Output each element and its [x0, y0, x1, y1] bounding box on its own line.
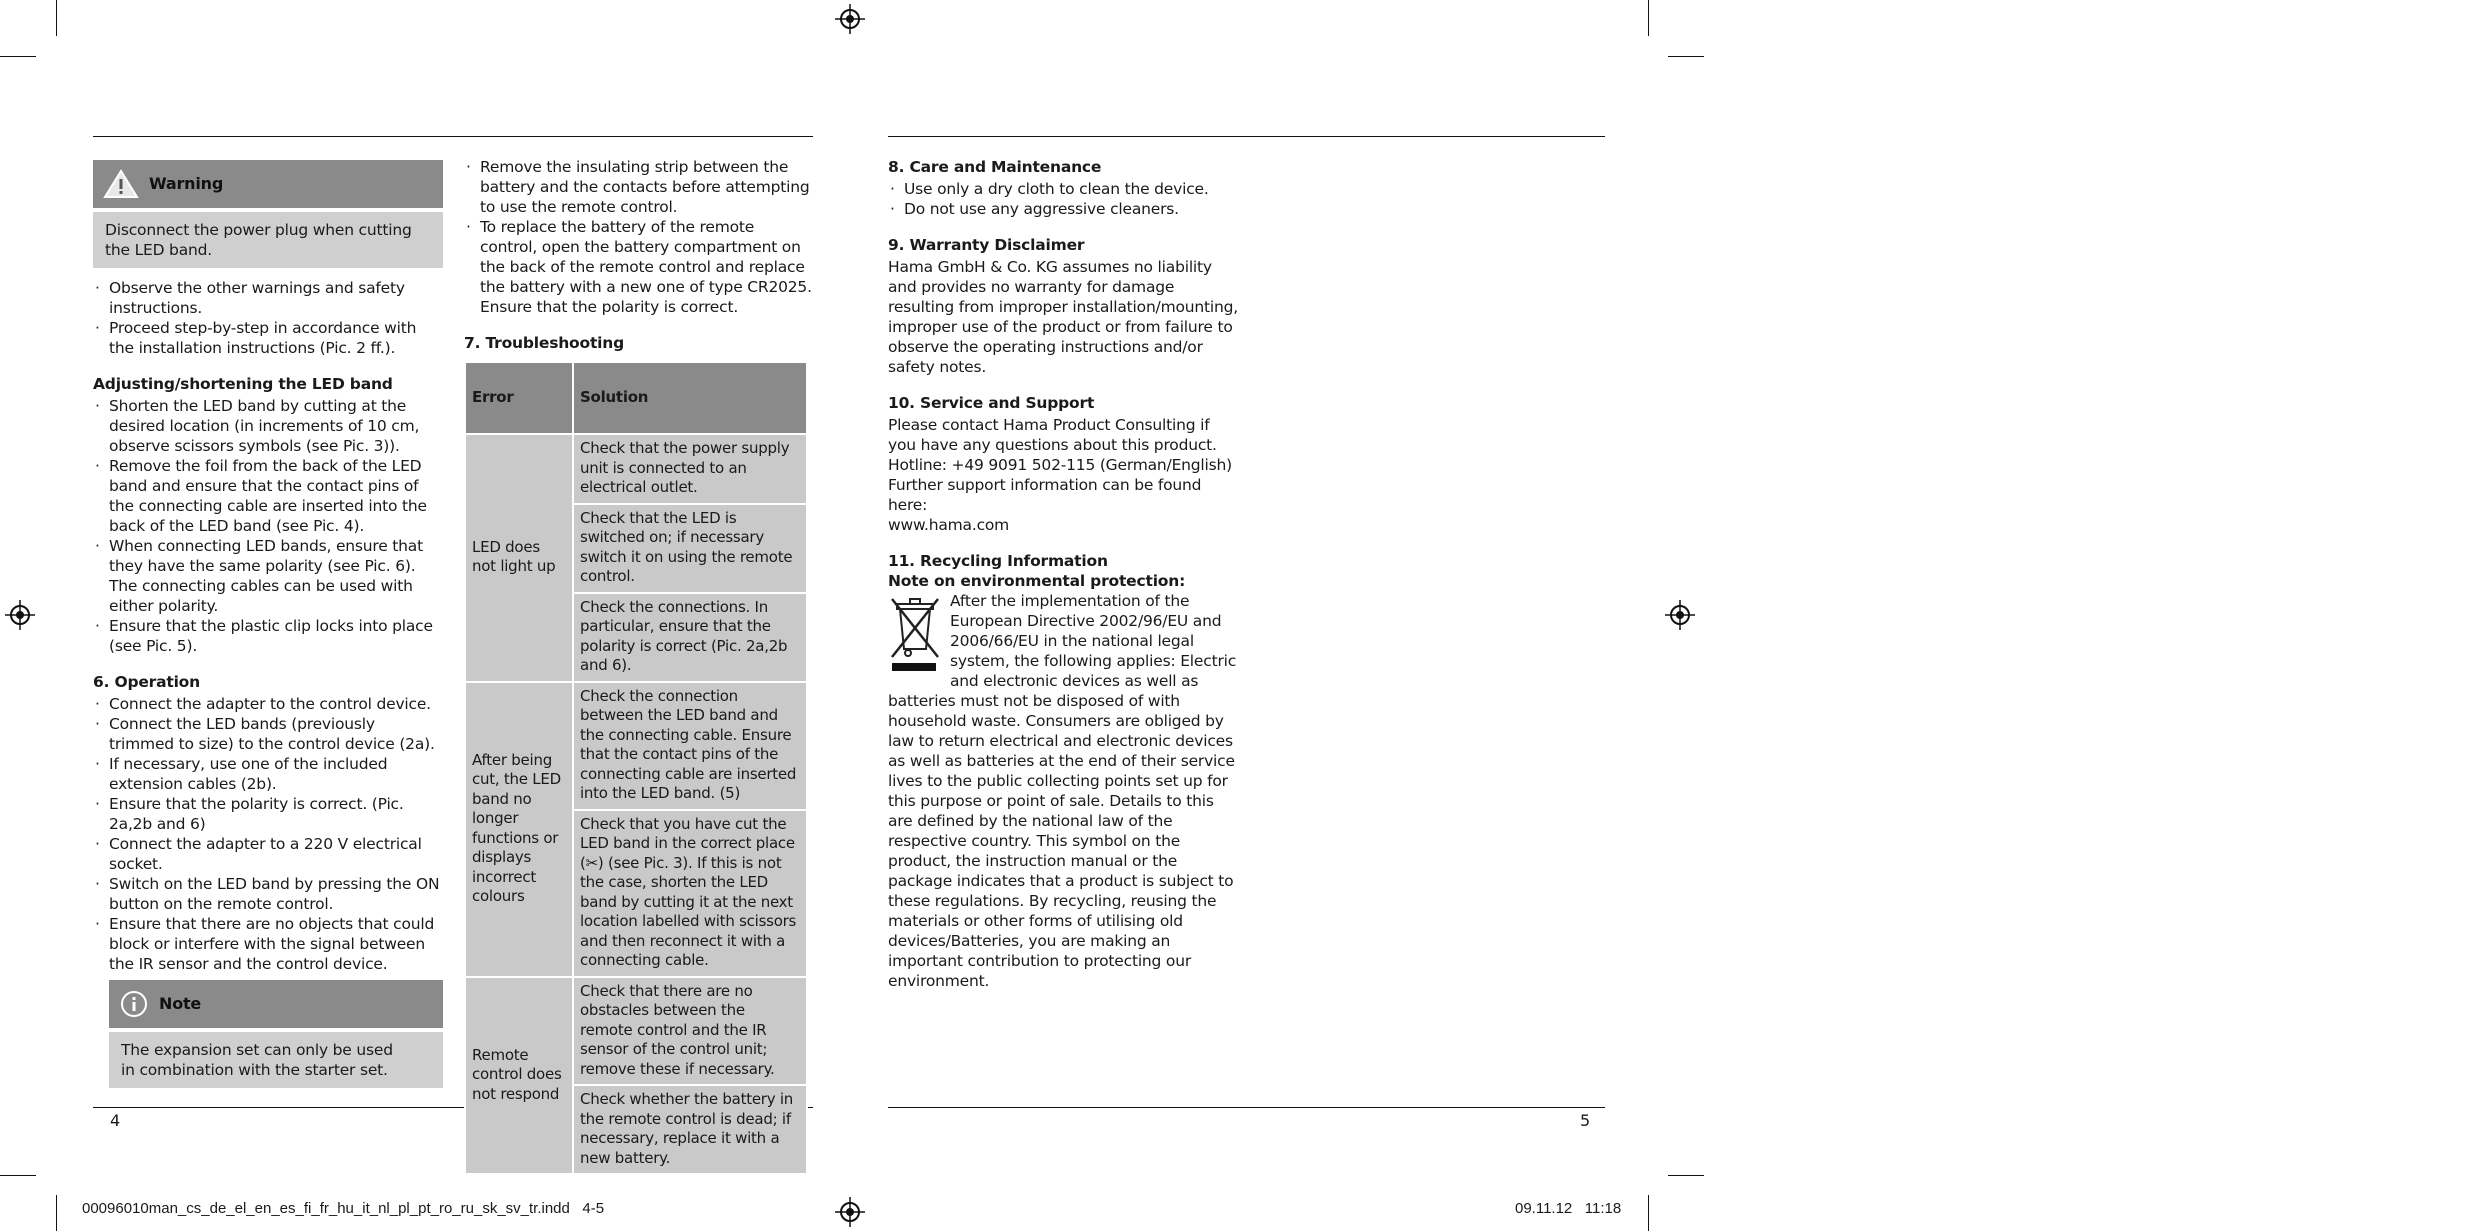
- crop-mark: [56, 1195, 57, 1231]
- error-cell: Remote control does not respond: [465, 977, 573, 1175]
- registration-mark-icon: [1664, 599, 1696, 631]
- list-item: · Use only a dry cloth to clean the device.: [888, 179, 1238, 199]
- footer-filename: 00096010man_cs_de_el_en_es_fi_fr_hu_it_nl_pl_pt_ro_ru_sk_sv_tr.indd 4-5: [82, 1200, 605, 1217]
- footer-date: 09.11.12 11:18: [1515, 1200, 1622, 1217]
- list-item: · To replace the battery of the remote control, open the battery compartment on the back of the remote control and replace the battery with a new one of type CR2025. Ensure that the polarity is correct.: [464, 217, 814, 317]
- recycling-text: After the implementation of the European Directive 2002/96/EU and 2006/66/EU in the national legal system, the following applies: Electric and electronic devices as well as batteries must not be disposed of with household waste. Consumers are obliged by law to return electrical and electronic devices as well as batteries at the end of their service lives to the public collecting points set up for this purpose or point of sale. Details to this are defined by the national law of the respective country. This symbol on the product, the instruction manual or the package indicates that a product is subject to these regulations. By recycling, reusing the materials or other forms of utilising old devices/Batteries, you are making an important contribution to protecting our environment.: [888, 592, 1237, 990]
- crop-mark: [1668, 56, 1704, 57]
- section-heading-recycling: 11. Recycling Information: [888, 552, 1108, 570]
- solution-cell: Check that the LED is switched on; if necessary switch it on using the remote control.: [573, 504, 807, 593]
- service-line: Further support information can be found here:: [888, 476, 1202, 514]
- table-header-error: Error: [465, 362, 573, 434]
- error-cell: LED does not light up: [465, 434, 573, 682]
- warning-title: Warning: [149, 174, 224, 193]
- list-item: · Remove the insulating strip between the battery and the contacts before attempting to use the remote control.: [464, 157, 814, 217]
- operation-bullet-list: [93, 694, 443, 974]
- note-header: [109, 980, 443, 1028]
- note-box: [109, 980, 443, 1088]
- left-column-1: [93, 160, 443, 1088]
- battery-bullet-list: [464, 157, 814, 317]
- note-title: Note: [159, 994, 202, 1013]
- recycling-subheading: Note on environmental protection:: [888, 572, 1186, 590]
- crop-mark: [1648, 0, 1649, 36]
- warning-box: [93, 160, 443, 268]
- section-heading-operation: 6. Operation: [93, 673, 200, 691]
- section-heading-troubleshooting: 7. Troubleshooting: [464, 334, 624, 352]
- list-item: · Switch on the LED band by pressing the ON button on the remote control.: [93, 874, 443, 914]
- registration-mark-icon: [4, 599, 36, 631]
- solution-cell: Check that the power supply unit is connected to an electrical outlet.: [573, 434, 807, 504]
- service-website-link[interactable]: www.hama.com: [888, 516, 1010, 534]
- warning-triangle-icon: [103, 169, 139, 199]
- warning-text: Disconnect the power plug when cutting the LED band.: [93, 212, 443, 268]
- left-column-2: [464, 157, 814, 1175]
- crop-mark: [56, 0, 57, 36]
- table-header-solution: Solution: [573, 362, 807, 434]
- info-icon: [119, 989, 149, 1019]
- intro-bullet-list: [93, 278, 443, 358]
- service-line: Please contact Hama Product Consulting if you have any questions about this product.: [888, 416, 1217, 454]
- list-item: · Ensure that the polarity is correct. (Pic. 2a,2b and 6): [93, 794, 443, 834]
- right-column-1: [888, 157, 1238, 991]
- solution-cell: Check that you have cut the LED band in the correct place (✂) (see Pic. 3). If this is not the case, shorten the LED band by cutting it at the next location labelled with scissors and then reconnect it with a connecting cable.: [573, 810, 807, 977]
- section-heading-care: 8. Care and Maintenance: [888, 158, 1102, 176]
- header-rule: [888, 136, 1605, 137]
- error-cell: After being cut, the LED band no longer functions or displays incorrect colours: [465, 682, 573, 977]
- list-item: · Connect the LED bands (previously trimmed to size) to the control device (2a).: [93, 714, 443, 754]
- crop-mark: [1668, 1175, 1704, 1176]
- footer-rule: [888, 1107, 1605, 1108]
- list-item: · Do not use any aggressive cleaners.: [888, 199, 1238, 219]
- list-item: · Remove the foil from the back of the LED band and ensure that the contact pins of the connecting cable are inserted into the back of the LED band (see Pic. 4).: [93, 456, 443, 536]
- table-row: [465, 977, 807, 1086]
- crossed-out-wheelie-bin-icon: [888, 595, 942, 673]
- service-hotline: Hotline: +49 9091 502-115 (German/English): [888, 456, 1232, 474]
- note-text: The expansion set can only be used in combination with the starter set.: [109, 1032, 443, 1088]
- crop-mark: [0, 1175, 36, 1176]
- list-item: · Observe the other warnings and safety instructions.: [93, 278, 443, 318]
- solution-cell: Check the connections. In particular, ensure that the polarity is correct (Pic. 2a,2b and 6).: [573, 593, 807, 682]
- list-item: · If necessary, use one of the included extension cables (2b).: [93, 754, 443, 794]
- warning-header: [93, 160, 443, 208]
- list-item: · Ensure that the plastic clip locks into place (see Pic. 5).: [93, 616, 443, 656]
- care-bullet-list: [888, 179, 1238, 219]
- solution-cell: Check the connection between the LED band and the connecting cable. Ensure that the contact pins of the connecting cable are inserted into the LED band. (5): [573, 682, 807, 810]
- adjust-bullet-list: [93, 396, 443, 656]
- table-row: [465, 682, 807, 810]
- registration-mark-icon: [834, 3, 866, 35]
- solution-cell: Check whether the battery in the remote control is dead; if necessary, replace it with a new battery.: [573, 1085, 807, 1174]
- service-text: [888, 415, 1238, 535]
- recycling-block: [888, 591, 1238, 991]
- crop-mark: [0, 56, 36, 57]
- section-heading-service: 10. Service and Support: [888, 394, 1095, 412]
- list-item: · Connect the adapter to a 220 V electrical socket.: [93, 834, 443, 874]
- registration-mark-icon: [834, 1196, 866, 1228]
- list-item: · Proceed step-by-step in accordance with the installation instructions (Pic. 2 ff.).: [93, 318, 443, 358]
- table-row: [465, 434, 807, 504]
- section-heading-warranty: 9. Warranty Disclaimer: [888, 236, 1085, 254]
- page-number-left: 4: [110, 1111, 121, 1130]
- list-item: · Ensure that there are no objects that could block or interfere with the signal between the IR sensor and the control device.: [93, 914, 443, 974]
- warranty-text: Hama GmbH & Co. KG assumes no liability and provides no warranty for damage resulting from improper installation/mounting, improper use of the product or from failure to observe the operating instructions and/or safety notes.: [888, 258, 1238, 376]
- list-item: · Shorten the LED band by cutting at the desired location (in increments of 10 cm, observe scissors symbols (see Pic. 3)).: [93, 396, 443, 456]
- section-heading-adjust: Adjusting/shortening the LED band: [93, 375, 393, 393]
- page-number-right: 5: [1580, 1111, 1591, 1130]
- crop-mark: [1648, 1195, 1649, 1231]
- list-item: · When connecting LED bands, ensure that they have the same polarity (see Pic. 6). The connecting cables can be used with either polarity.: [93, 536, 443, 616]
- list-item: · Connect the adapter to the control device.: [93, 694, 443, 714]
- solution-cell: Check that there are no obstacles between the remote control and the IR sensor of the control unit; remove these if necessary.: [573, 977, 807, 1086]
- troubleshooting-table: [464, 361, 808, 1175]
- header-rule: [93, 136, 813, 137]
